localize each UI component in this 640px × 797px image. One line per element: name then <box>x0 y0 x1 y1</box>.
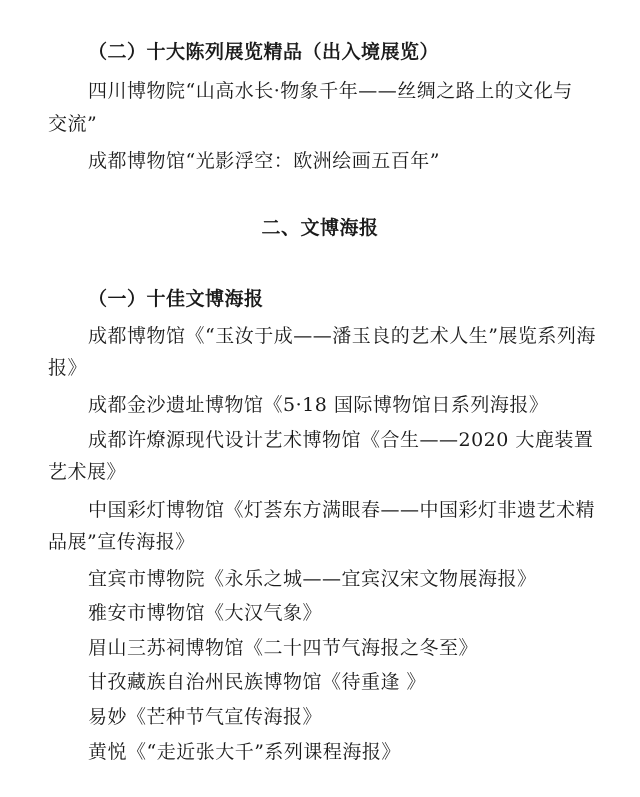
entry-line: 中国彩灯博物馆《灯荟东方满眼春——中国彩灯非遗艺术精 <box>88 499 596 521</box>
entry-line: 雅安市博物馆《大汉气象》 <box>88 602 323 624</box>
section-heading-exhibitions: （二）十大陈列展览精品（出入境展览） <box>88 41 440 63</box>
entry-line-continued: 交流” <box>48 113 98 135</box>
entry-line: 眉山三苏祠博物馆《二十四节气海报之冬至》 <box>88 637 479 659</box>
main-heading-posters: 二、文博海报 <box>261 217 379 239</box>
entry-line: 成都许燎源现代设计艺术博物馆《合生——2020 大鹿装置 <box>88 429 594 451</box>
entry-line-continued: 报》 <box>48 357 88 379</box>
entry-line: 黄悦《“走近张大千”系列课程海报》 <box>88 741 401 763</box>
entry-line-continued: 品展”宣传海报》 <box>48 531 195 553</box>
entry-line: 四川博物院“山高水长·物象千年——丝绸之路上的文化与 <box>88 80 573 102</box>
entry-line: 易妙《芒种节气宣传海报》 <box>88 706 323 728</box>
section-heading-top-posters: （一）十佳文博海报 <box>88 288 264 310</box>
entry-line: 甘孜藏族自治州民族博物馆《待重逢 》 <box>88 671 427 693</box>
entry-line: 宜宾市博物院《永乐之城——宜宾汉宋文物展海报》 <box>88 568 537 590</box>
entry-line: 成都金沙遗址博物馆《5·18 国际博物馆日系列海报》 <box>88 394 549 416</box>
entry-line: 成都博物馆“光影浮空：欧洲绘画五百年” <box>88 150 440 172</box>
entry-line: 成都博物馆《“玉汝于成——潘玉良的艺术人生”展览系列海 <box>88 325 596 347</box>
entry-line-continued: 艺术展》 <box>48 461 127 483</box>
